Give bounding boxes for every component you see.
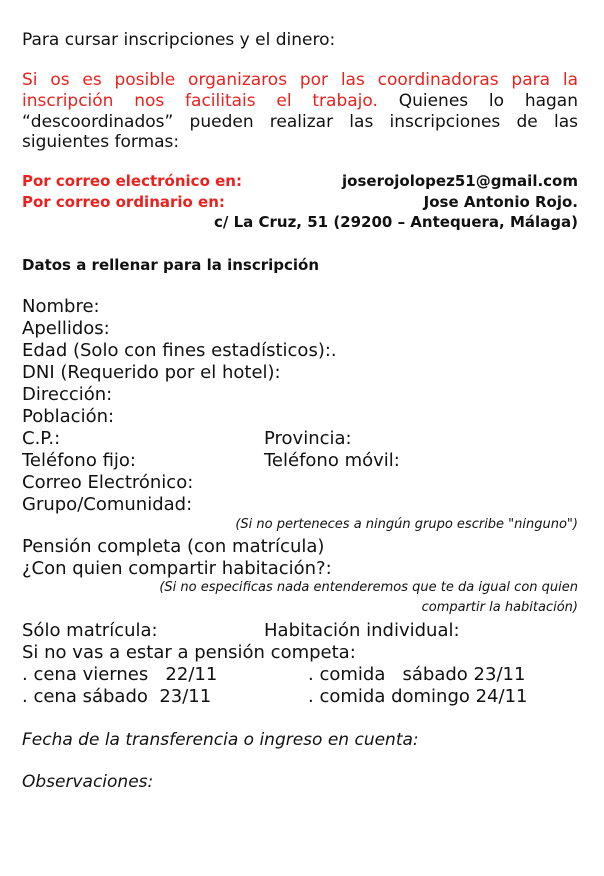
- mail-address: c/ La Cruz, 51 (29200 – Antequera, Málaga): [214, 213, 578, 231]
- field-edad: Edad (Solo con fines estadísticos):.: [22, 340, 337, 361]
- field-habitacion-individual: Habitación individual:: [264, 620, 460, 641]
- mail-name: Jose Antonio Rojo.: [423, 193, 578, 211]
- meal-cena-viernes: . cena viernes 22/11: [22, 664, 218, 685]
- field-telefono-movil: Teléfono móvil:: [264, 450, 400, 471]
- field-provincia: Provincia:: [264, 428, 352, 449]
- compartir-note-1: (Si no especificas nada entenderemos que te da igual con quien: [159, 580, 578, 595]
- paragraph-line-2-red: inscripción nos facilitais el trabajo.: [22, 91, 378, 111]
- field-direccion: Dirección:: [22, 384, 113, 405]
- field-fecha-transferencia: Fecha de la transferencia o ingreso en cuenta:: [22, 730, 419, 750]
- field-observaciones: Observaciones:: [22, 772, 154, 792]
- paragraph-line-4: siguientes formas:: [22, 132, 180, 152]
- field-compartir: ¿Con quien compartir habitación?:: [22, 558, 332, 579]
- paragraph-line-2: [22, 91, 578, 111]
- field-nombre: Nombre:: [22, 296, 100, 317]
- mail-label: Por correo ordinario en:: [22, 193, 225, 211]
- meal-cena-sabado: . cena sábado 23/11: [22, 686, 212, 707]
- intro-text: Para cursar inscripciones y el dinero:: [22, 30, 336, 50]
- field-apellidos: Apellidos:: [22, 318, 110, 339]
- email-value: joserojolopez51@gmail.com: [342, 172, 578, 190]
- email-label: Por correo electrónico en:: [22, 172, 242, 190]
- meal-comida-sabado: . comida sábado 23/11: [308, 664, 526, 685]
- field-pension: Pensión completa (con matrícula): [22, 536, 325, 557]
- paragraph-line-2-black: Quienes lo hagan: [398, 91, 578, 111]
- meal-comida-domingo: . comida domingo 24/11: [308, 686, 528, 707]
- field-dni: DNI (Requerido por el hotel):: [22, 362, 281, 383]
- field-poblacion: Población:: [22, 406, 115, 427]
- paragraph-line-3: “descoordinados” pueden realizar las inscripciones de las: [22, 112, 578, 132]
- field-telefono-fijo: Teléfono fijo:: [22, 450, 136, 471]
- section-title: Datos a rellenar para la inscripción: [22, 256, 320, 274]
- paragraph-line-1: Si os es posible organizaros por las coordinadoras para la: [22, 70, 578, 90]
- grupo-note: (Si no perteneces a ningún grupo escribe "ninguno"): [235, 517, 578, 532]
- field-cp: C.P.:: [22, 428, 61, 449]
- field-no-pension: Si no vas a estar a pensión competa:: [22, 642, 356, 663]
- field-grupo: Grupo/Comunidad:: [22, 494, 193, 515]
- field-correo: Correo Electrónico:: [22, 472, 194, 493]
- compartir-note-2: compartir la habitación): [421, 600, 578, 615]
- field-solo-matricula: Sólo matrícula:: [22, 620, 158, 641]
